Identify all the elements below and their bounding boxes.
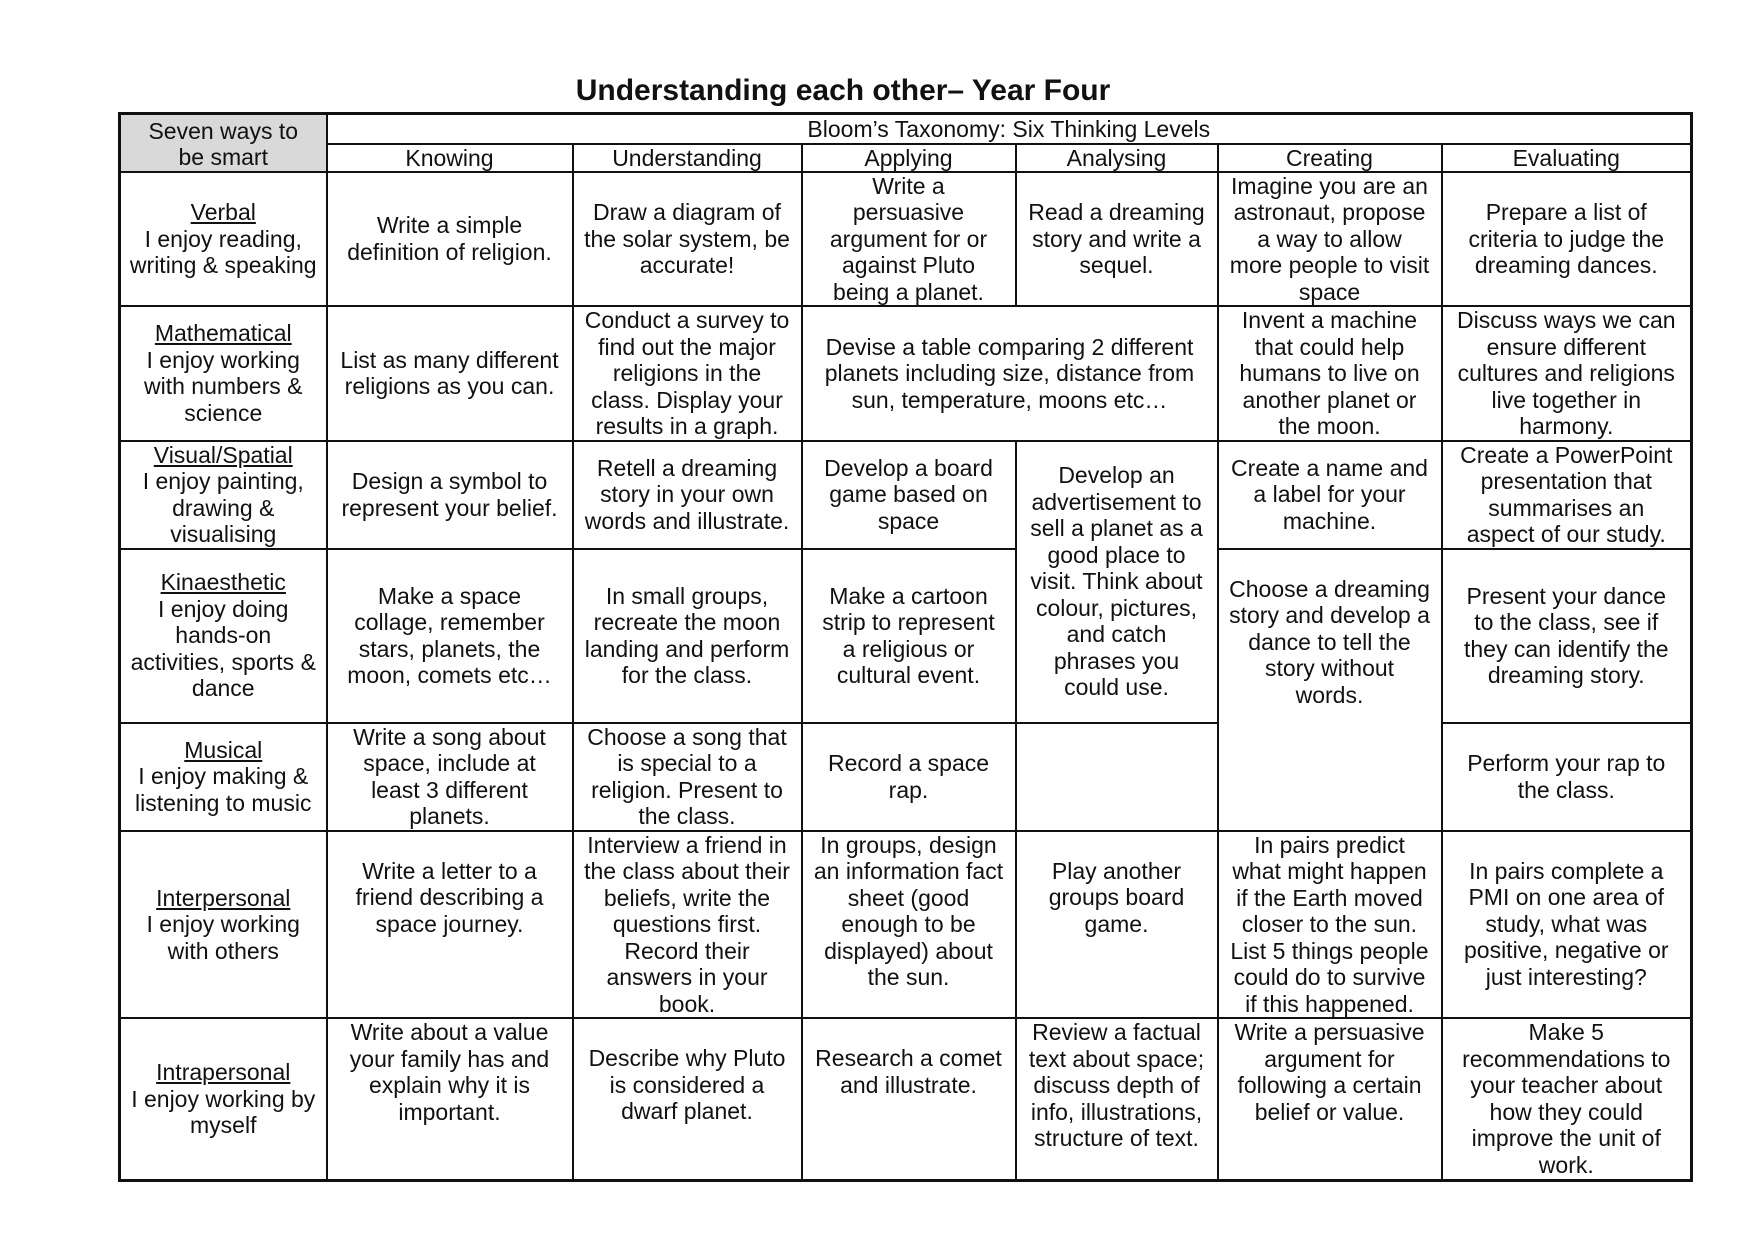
cell-interpersonal-analysing: Play another groups board game. bbox=[1016, 831, 1218, 1019]
cell-visual-applying: Develop a board game based on space bbox=[802, 441, 1016, 549]
cell-verbal-knowing: Write a simple definition of religion. bbox=[327, 172, 573, 307]
cell-verbal-understanding: Draw a diagram of the solar system, be accurate! bbox=[573, 172, 802, 307]
cell-intrapersonal-knowing: Write about a value your family has and explain why it is important. bbox=[327, 1018, 573, 1180]
cell-mathematical-creating: Invent a machine that could help humans to live on another planet or the moon. bbox=[1218, 306, 1442, 441]
header-blooms-taxonomy: Bloom’s Taxonomy: Six Thinking Levels bbox=[327, 114, 1692, 144]
intelligence-description: I enjoy doing hands-on activities, sports & dance bbox=[130, 595, 316, 702]
cell-musical-knowing: Write a song about space, include at least 3 different planets. bbox=[327, 723, 573, 831]
cell-musical-analysing bbox=[1016, 723, 1218, 831]
cell-musical-understanding: Choose a song that is special to a religion. Present to the class. bbox=[573, 723, 802, 831]
header-analysing: Analysing bbox=[1016, 144, 1218, 172]
cell-interpersonal-applying: In groups, design an information fact sheet (good enough to be displayed) about the sun. bbox=[802, 831, 1016, 1019]
cell-visual-creating: Create a name and a label for your machine. bbox=[1218, 441, 1442, 549]
cell-visual-kinaesthetic-analysing: Develop an advertisement to sell a planet as a good place to visit. Think about colour, pictures, and catch phrases you could use. bbox=[1016, 441, 1218, 723]
cell-kinaesthetic-applying: Make a cartoon strip to represent a religious or cultural event. bbox=[802, 549, 1016, 723]
row-intrapersonal-label bbox=[120, 1018, 327, 1180]
header-seven-ways: Seven ways to be smart bbox=[120, 114, 327, 172]
row-musical-label bbox=[120, 723, 327, 831]
intelligence-name: Interpersonal bbox=[156, 884, 291, 911]
header-creating: Creating bbox=[1218, 144, 1442, 172]
cell-interpersonal-knowing: Write a letter to a friend describing a space journey. bbox=[327, 831, 573, 1019]
row-interpersonal-label bbox=[120, 831, 327, 1019]
intelligence-name: Musical bbox=[184, 736, 263, 763]
intelligence-name: Mathematical bbox=[154, 320, 292, 347]
cell-verbal-creating: Imagine you are an astronaut, propose a way to allow more people to visit space bbox=[1218, 172, 1442, 307]
cell-interpersonal-creating: In pairs predict what might happen if the Earth moved closer to the sun. List 5 things people could do to survive if this happened. bbox=[1218, 831, 1442, 1019]
cell-musical-applying: Record a space rap. bbox=[802, 723, 1016, 831]
cell-intrapersonal-evaluating: Make 5 recommendations to your teacher about how they could improve the unit of work. bbox=[1442, 1018, 1692, 1180]
cell-musical-evaluating: Perform your rap to the class. bbox=[1442, 723, 1692, 831]
cell-intrapersonal-applying: Research a comet and illustrate. bbox=[802, 1018, 1016, 1180]
cell-intrapersonal-analysing: Review a factual text about space; discuss depth of info, illustrations, structure of text. bbox=[1016, 1018, 1218, 1180]
cell-visual-knowing: Design a symbol to represent your belief. bbox=[327, 441, 573, 549]
cell-visual-understanding: Retell a dreaming story in your own words and illustrate. bbox=[573, 441, 802, 549]
cell-interpersonal-evaluating: In pairs complete a PMI on one area of study, what was positive, negative or just interesting? bbox=[1442, 831, 1692, 1019]
intelligence-name: Intrapersonal bbox=[156, 1059, 291, 1085]
intelligence-name: Visual/Spatial bbox=[153, 441, 293, 468]
header-knowing: Knowing bbox=[327, 144, 573, 172]
intelligence-description: I enjoy reading, writing & speaking bbox=[129, 225, 317, 278]
cell-verbal-applying: Write a persuasive argument for or against Pluto being a planet. bbox=[802, 172, 1016, 307]
cell-mathematical-understanding: Conduct a survey to find out the major religions in the class. Display your results in a graph. bbox=[573, 306, 802, 441]
header-understanding: Understanding bbox=[573, 144, 802, 172]
row-visual-spatial-label bbox=[120, 441, 327, 549]
intelligence-description: I enjoy making & listening to music bbox=[135, 763, 312, 816]
cell-interpersonal-understanding: Interview a friend in the class about their beliefs, write the questions first. Record their answers in your book. bbox=[573, 831, 802, 1019]
cell-mathematical-knowing: List as many different religions as you can. bbox=[327, 306, 573, 441]
intelligence-name: Verbal bbox=[190, 199, 256, 225]
intelligence-description: I enjoy working with others bbox=[146, 911, 300, 964]
cell-kinaesthetic-musical-creating: Choose a dreaming story and develop a dance to tell the story without words. bbox=[1218, 549, 1442, 831]
intelligence-description: I enjoy working by myself bbox=[131, 1085, 316, 1138]
cell-kinaesthetic-knowing: Make a space collage, remember stars, planets, the moon, comets etc… bbox=[327, 549, 573, 723]
row-mathematical-label bbox=[120, 306, 327, 441]
blooms-taxonomy-grid bbox=[118, 112, 1693, 1182]
page-title: Understanding each other– Year Four bbox=[575, 74, 1111, 107]
row-verbal-label bbox=[120, 172, 327, 307]
cell-verbal-evaluating: Prepare a list of criteria to judge the dreaming dances. bbox=[1442, 172, 1692, 307]
cell-mathematical-applying-analysing: Devise a table comparing 2 different planets including size, distance from sun, temperature, moons etc… bbox=[802, 306, 1218, 441]
cell-verbal-analysing: Read a dreaming story and write a sequel. bbox=[1016, 172, 1218, 307]
cell-intrapersonal-creating: Write a persuasive argument for following a certain belief or value. bbox=[1218, 1018, 1442, 1180]
cell-kinaesthetic-evaluating: Present your dance to the class, see if they can identify the dreaming story. bbox=[1442, 549, 1692, 723]
intelligence-name: Kinaesthetic bbox=[160, 569, 286, 596]
row-kinaesthetic-label bbox=[120, 549, 327, 723]
cell-kinaesthetic-understanding: In small groups, recreate the moon landing and perform for the class. bbox=[573, 549, 802, 723]
header-evaluating: Evaluating bbox=[1442, 144, 1692, 172]
cell-visual-evaluating: Create a PowerPoint presentation that summarises an aspect of our study. bbox=[1442, 441, 1692, 549]
cell-mathematical-evaluating: Discuss ways we can ensure different cultures and religions live together in harmony. bbox=[1442, 306, 1692, 441]
intelligence-description: I enjoy painting, drawing & visualising bbox=[142, 468, 304, 547]
cell-intrapersonal-understanding: Describe why Pluto is considered a dwarf planet. bbox=[573, 1018, 802, 1180]
intelligence-description: I enjoy working with numbers & science bbox=[143, 346, 303, 426]
header-applying: Applying bbox=[802, 144, 1016, 172]
